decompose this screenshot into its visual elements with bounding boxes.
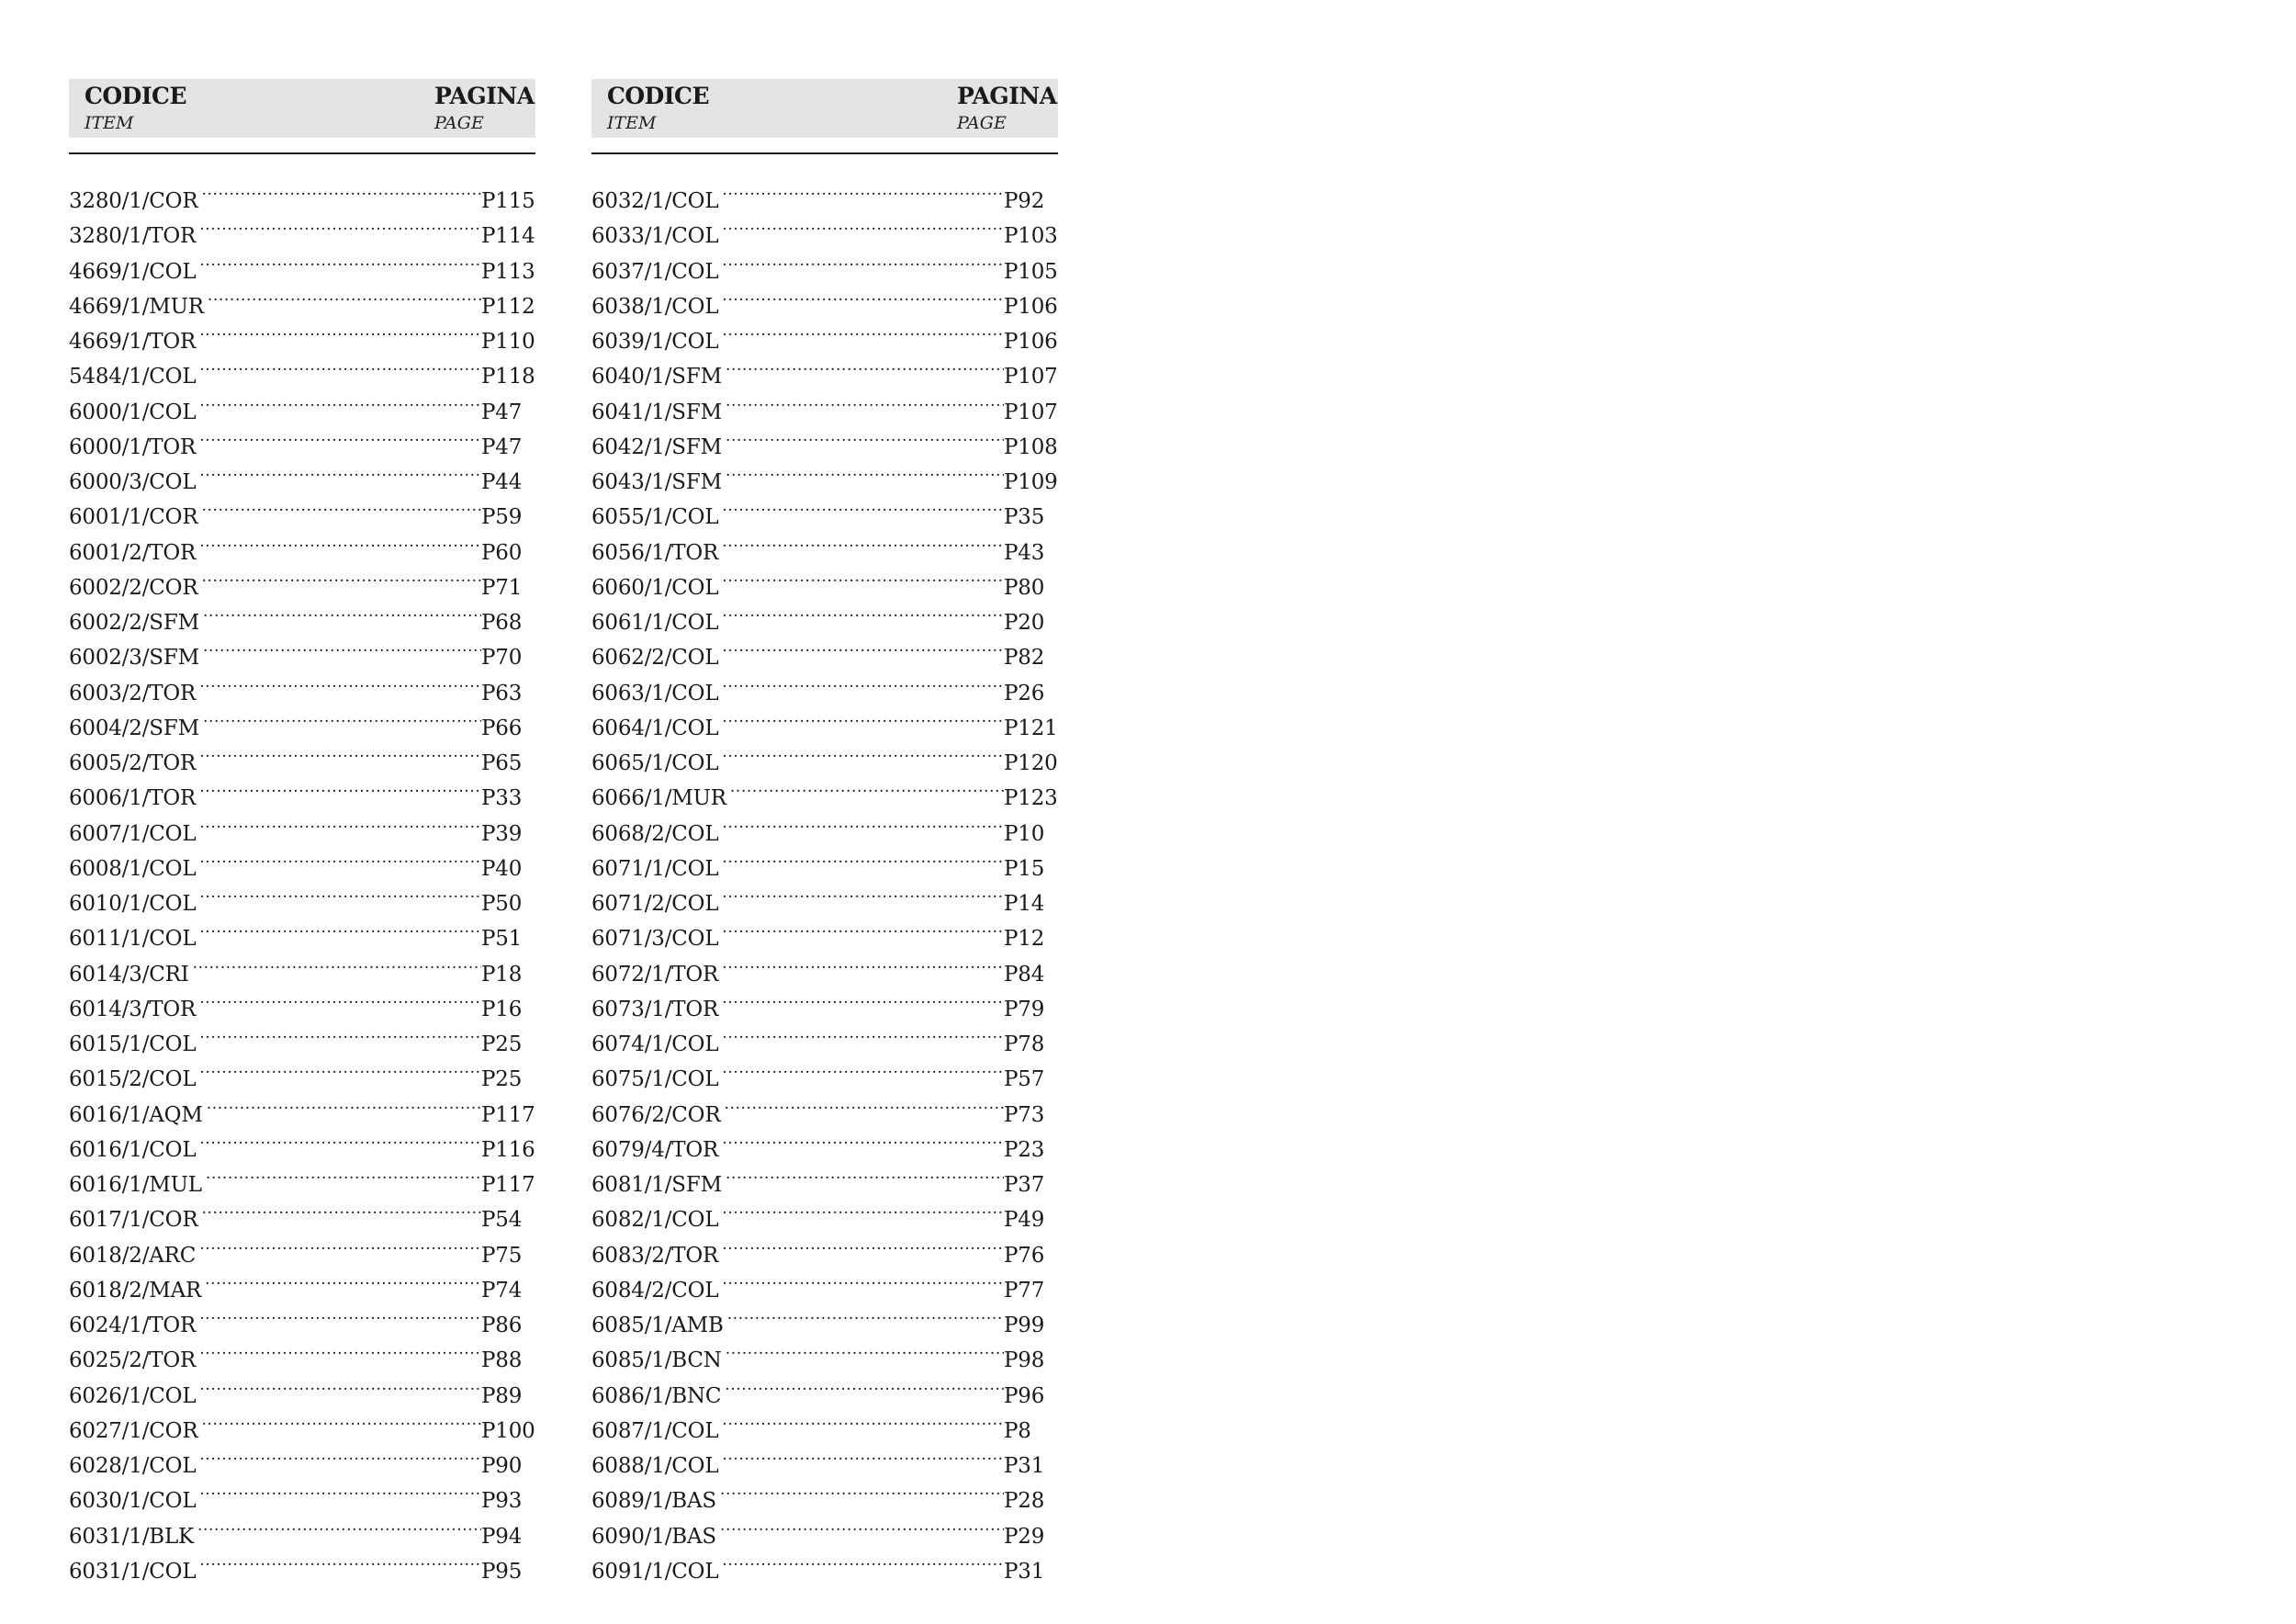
item-code: 6073/1/TOR (591, 997, 719, 1021)
page-reference: P99 (1004, 1314, 1045, 1337)
item-code: 6075/1/COL (591, 1067, 719, 1092)
page-reference: P66 (481, 716, 523, 740)
item-code: 6066/1/MUR (591, 786, 726, 811)
item-code: 6000/3/COL (69, 470, 197, 494)
dot-leader (199, 910, 481, 945)
page-header-sublabel: PAGE (957, 113, 1007, 133)
page-reference: P107 (1004, 400, 1058, 424)
page-reference: P10 (1004, 821, 1045, 846)
code-header-sublabel: ITEM (84, 113, 134, 133)
dot-leader (199, 840, 481, 875)
item-code: 6004/2/SFM (69, 716, 199, 740)
dot-leader (726, 348, 1004, 383)
dot-leader (722, 840, 1004, 875)
dot-leader (726, 384, 1004, 419)
item-code: 6017/1/COR (69, 1208, 198, 1233)
item-code: 6010/1/COL (69, 892, 197, 916)
page-reference: P103 (1004, 224, 1058, 249)
page-reference: P37 (1004, 1173, 1045, 1197)
page-reference: P112 (481, 294, 535, 319)
code-header-sublabel: ITEM (607, 113, 657, 133)
page-reference: P63 (481, 681, 523, 705)
item-code: 6071/2/COL (591, 892, 719, 916)
item-code: 6033/1/COL (591, 224, 719, 249)
item-code: 6039/1/COL (591, 330, 719, 354)
dot-leader (199, 1297, 481, 1332)
item-code: 6063/1/COL (591, 681, 719, 705)
page-reference: P54 (481, 1208, 523, 1233)
item-code: 6028/1/COL (69, 1454, 197, 1478)
dot-leader (725, 1368, 1004, 1403)
item-code: 6091/1/COL (591, 1559, 719, 1584)
item-code: 6084/2/COL (591, 1278, 719, 1303)
item-code: 6085/1/AMB (591, 1314, 724, 1337)
page-reference: P121 (1004, 716, 1058, 740)
dot-leader (722, 559, 1004, 594)
dot-leader (722, 1438, 1004, 1472)
dot-leader (201, 173, 481, 208)
dot-leader (722, 665, 1004, 700)
item-code: 6068/2/COL (591, 821, 719, 846)
item-code: 6025/2/TOR (69, 1348, 197, 1373)
code-header-label: CODICE (84, 83, 187, 109)
dot-leader (730, 770, 1004, 805)
item-code: 6027/1/COR (69, 1418, 198, 1443)
dot-leader (201, 1191, 481, 1226)
dot-leader (199, 384, 481, 419)
item-code: 6060/1/COL (591, 575, 719, 600)
page-reference: P15 (1004, 856, 1045, 881)
page-reference: P117 (481, 1102, 535, 1127)
item-code: 6015/2/COL (69, 1067, 197, 1092)
dot-leader (206, 1156, 481, 1191)
dot-leader (201, 489, 481, 524)
page-reference: P108 (1004, 434, 1058, 459)
dot-leader (199, 1543, 481, 1578)
code-header-label: CODICE (607, 83, 710, 109)
page-reference: P109 (1004, 470, 1058, 494)
dot-leader (722, 735, 1004, 770)
page-reference: P16 (481, 997, 523, 1021)
item-code: 3280/1/TOR (69, 224, 197, 249)
item-code: 6055/1/COL (591, 505, 719, 530)
dot-leader (722, 489, 1004, 524)
dot-leader (197, 1508, 481, 1543)
item-code: 6062/2/COL (591, 646, 719, 671)
header-divider (69, 152, 535, 154)
item-code: 4669/1/TOR (69, 330, 197, 354)
item-code: 6037/1/COL (591, 259, 719, 284)
item-code: 6031/1/BLK (69, 1524, 195, 1549)
item-code: 6064/1/COL (591, 716, 719, 740)
dot-leader (199, 875, 481, 910)
page-reference: P88 (481, 1348, 523, 1373)
page-reference: P14 (1004, 892, 1045, 916)
item-code: 6074/1/COL (591, 1032, 719, 1056)
dot-leader (199, 313, 481, 348)
dot-leader (207, 1087, 481, 1122)
dot-leader (722, 173, 1004, 208)
dot-leader (726, 1156, 1004, 1191)
item-code: 6002/3/SFM (69, 646, 199, 671)
page-reference: P50 (481, 892, 523, 916)
item-code: 6076/2/COR (591, 1102, 721, 1127)
page-reference: P93 (481, 1489, 523, 1514)
page-reference: P113 (481, 259, 535, 284)
item-code: 6024/1/TOR (69, 1314, 197, 1337)
page-reference: P47 (481, 434, 523, 459)
page-reference: P8 (1004, 1418, 1031, 1443)
dot-leader (199, 1332, 481, 1367)
item-code: 6083/2/TOR (591, 1243, 719, 1268)
page-reference: P116 (481, 1137, 535, 1162)
page-reference: P71 (481, 575, 523, 600)
item-code: 6071/1/COL (591, 856, 719, 881)
index-rows (591, 173, 1058, 1584)
dot-leader (199, 806, 481, 840)
dot-leader (199, 981, 481, 1016)
page-reference: P79 (1004, 997, 1045, 1021)
item-code: 6016/1/MUL (69, 1173, 202, 1197)
dot-leader (199, 1051, 481, 1086)
page-reference: P28 (1004, 1489, 1045, 1514)
dot-leader (203, 629, 481, 664)
page-reference: P92 (1004, 189, 1045, 213)
page-reference: P115 (481, 189, 535, 213)
item-code: 6018/2/ARC (69, 1243, 197, 1268)
page-reference: P118 (481, 365, 535, 389)
page-reference: P35 (1004, 505, 1045, 530)
item-code: 6038/1/COL (591, 294, 719, 319)
header-divider (591, 152, 1058, 154)
item-code: 6040/1/SFM (591, 365, 722, 389)
dot-leader (201, 1403, 481, 1438)
page-reference: P73 (1004, 1102, 1045, 1127)
item-code: 6086/1/BNC (591, 1383, 722, 1408)
dot-leader (199, 735, 481, 770)
dot-leader (722, 1262, 1004, 1297)
page-reference: P23 (1004, 1137, 1045, 1162)
item-code: 6000/1/TOR (69, 434, 197, 459)
page-reference: P78 (1004, 1032, 1045, 1056)
index-row (591, 173, 1058, 213)
page-reference: P76 (1004, 1243, 1045, 1268)
item-code: 6042/1/SFM (591, 434, 722, 459)
item-code: 6065/1/COL (591, 751, 719, 775)
item-code: 6007/1/COL (69, 821, 197, 846)
item-code: 6001/2/TOR (69, 540, 197, 565)
dot-leader (199, 1368, 481, 1403)
dot-leader (722, 981, 1004, 1016)
item-code: 6041/1/SFM (591, 400, 722, 424)
page-reference: P75 (481, 1243, 523, 1268)
dot-leader (199, 1227, 481, 1262)
page-reference: P74 (481, 1278, 523, 1303)
item-code: 4669/1/MUR (69, 294, 204, 319)
page-reference: P110 (481, 330, 535, 354)
dot-leader (726, 454, 1004, 489)
dot-leader (720, 1472, 1004, 1507)
dot-leader (199, 1016, 481, 1051)
page-reference: P31 (1004, 1559, 1045, 1584)
dot-leader (722, 1016, 1004, 1051)
page-header-label: PAGINA (434, 83, 535, 109)
page-reference: P95 (481, 1559, 523, 1584)
dot-leader (722, 1051, 1004, 1086)
dot-leader (727, 1297, 1004, 1332)
page-reference: P25 (481, 1067, 523, 1092)
dot-leader (205, 1262, 481, 1297)
item-code: 6026/1/COL (69, 1383, 197, 1408)
dot-leader (722, 1227, 1004, 1262)
item-code: 6001/1/COR (69, 505, 198, 530)
item-code: 6016/1/COL (69, 1137, 197, 1162)
page-reference: P18 (481, 962, 523, 987)
item-code: 6008/1/COL (69, 856, 197, 881)
dot-leader (193, 946, 481, 981)
dot-leader (199, 1438, 481, 1472)
dot-leader (199, 665, 481, 700)
dot-leader (722, 700, 1004, 735)
page-reference: P57 (1004, 1067, 1045, 1092)
page-reference: P12 (1004, 927, 1045, 952)
item-code: 5484/1/COL (69, 365, 197, 389)
item-code: 6005/2/TOR (69, 751, 197, 775)
item-code: 4669/1/COL (69, 259, 197, 284)
dot-leader (722, 313, 1004, 348)
dot-leader (208, 278, 481, 313)
dot-leader (722, 1191, 1004, 1226)
dot-leader (199, 419, 481, 454)
dot-leader (722, 208, 1004, 242)
dot-leader (722, 1543, 1004, 1578)
page-reference: P26 (1004, 681, 1045, 705)
page-reference: P31 (1004, 1454, 1045, 1478)
item-code: 6061/1/COL (591, 611, 719, 635)
page-reference: P65 (481, 751, 523, 775)
item-code: 6071/3/COL (591, 927, 719, 952)
dot-leader (722, 1122, 1004, 1156)
dot-leader (199, 348, 481, 383)
page-reference: P90 (481, 1454, 523, 1478)
dot-leader (722, 629, 1004, 664)
dot-leader (720, 1508, 1004, 1543)
dot-leader (722, 806, 1004, 840)
page-reference: P100 (481, 1418, 535, 1443)
item-code: 6011/1/COL (69, 927, 197, 952)
page-reference: P106 (1004, 330, 1058, 354)
page-reference: P123 (1004, 786, 1058, 811)
page-header-label: PAGINA (957, 83, 1057, 109)
page-reference: P86 (481, 1314, 523, 1337)
dot-leader (722, 524, 1004, 559)
page-reference: P33 (481, 786, 523, 811)
dot-leader (199, 524, 481, 559)
page-reference: P98 (1004, 1348, 1045, 1373)
page-reference: P107 (1004, 365, 1058, 389)
dot-leader (199, 1122, 481, 1156)
dot-leader (199, 208, 481, 242)
page-reference: P39 (481, 821, 523, 846)
dot-leader (199, 243, 481, 278)
dot-leader (722, 910, 1004, 945)
page-reference: P51 (481, 927, 523, 952)
page-reference: P60 (481, 540, 523, 565)
page-reference: P70 (481, 646, 523, 671)
dot-leader (199, 454, 481, 489)
page-reference: P49 (1004, 1208, 1045, 1233)
item-code: 6006/1/TOR (69, 786, 197, 811)
dot-leader (722, 1403, 1004, 1438)
dot-leader (722, 594, 1004, 629)
page-reference: P44 (481, 470, 523, 494)
item-code: 6056/1/TOR (591, 540, 719, 565)
dot-leader (726, 419, 1004, 454)
column-header (69, 79, 535, 138)
page-reference: P59 (481, 505, 523, 530)
dot-leader (199, 770, 481, 805)
dot-leader (724, 1087, 1004, 1122)
page-reference: P25 (481, 1032, 523, 1056)
page-reference: P84 (1004, 962, 1045, 987)
item-code: 6014/3/CRI (69, 962, 189, 987)
item-code: 6003/2/TOR (69, 681, 197, 705)
page-reference: P40 (481, 856, 523, 881)
item-code: 6014/3/TOR (69, 997, 197, 1021)
item-code: 6090/1/BAS (591, 1524, 716, 1549)
item-code: 6002/2/COR (69, 575, 198, 600)
item-code: 6016/1/AQM (69, 1102, 203, 1127)
page-reference: P120 (1004, 751, 1058, 775)
page-reference: P117 (481, 1173, 535, 1197)
page-reference: P106 (1004, 294, 1058, 319)
item-code: 6031/1/COL (69, 1559, 197, 1584)
item-code: 6089/1/BAS (591, 1489, 716, 1514)
item-code: 6079/4/TOR (591, 1137, 719, 1162)
page-reference: P80 (1004, 575, 1045, 600)
dot-leader (722, 946, 1004, 981)
dot-leader (203, 700, 481, 735)
page-header-sublabel: PAGE (434, 113, 484, 133)
page-reference: P29 (1004, 1524, 1045, 1549)
page-reference: P82 (1004, 646, 1045, 671)
item-code: 6032/1/COL (591, 189, 719, 213)
page-reference: P20 (1004, 611, 1045, 635)
page-reference: P43 (1004, 540, 1045, 565)
item-code: 6072/1/TOR (591, 962, 719, 987)
dot-leader (722, 278, 1004, 313)
item-code: 6002/2/SFM (69, 611, 199, 635)
dot-leader (201, 559, 481, 594)
page-reference: P105 (1004, 259, 1058, 284)
page-reference: P114 (481, 224, 535, 249)
index-rows (69, 173, 535, 1584)
index-row (69, 173, 535, 213)
column-header (591, 79, 1058, 138)
dot-leader (722, 243, 1004, 278)
item-code: 6015/1/COL (69, 1032, 197, 1056)
page-reference: P68 (481, 611, 523, 635)
dot-leader (203, 594, 481, 629)
page-reference: P47 (481, 400, 523, 424)
index-column-left (69, 79, 535, 1584)
dot-leader (722, 875, 1004, 910)
item-code: 3280/1/COR (69, 189, 198, 213)
item-code: 6030/1/COL (69, 1489, 197, 1514)
index-column-right (591, 79, 1058, 1584)
page-reference: P77 (1004, 1278, 1045, 1303)
dot-leader (199, 1472, 481, 1507)
item-code: 6000/1/COL (69, 400, 197, 424)
item-code: 6087/1/COL (591, 1418, 719, 1443)
item-code: 6018/2/MAR (69, 1278, 202, 1303)
item-code: 6085/1/BCN (591, 1348, 722, 1373)
page-reference: P96 (1004, 1383, 1045, 1408)
dot-leader (726, 1332, 1004, 1367)
item-code: 6081/1/SFM (591, 1173, 722, 1197)
item-code: 6043/1/SFM (591, 470, 722, 494)
page-reference: P94 (481, 1524, 523, 1549)
page-reference: P89 (481, 1383, 523, 1408)
item-code: 6088/1/COL (591, 1454, 719, 1478)
item-code: 6082/1/COL (591, 1208, 719, 1233)
